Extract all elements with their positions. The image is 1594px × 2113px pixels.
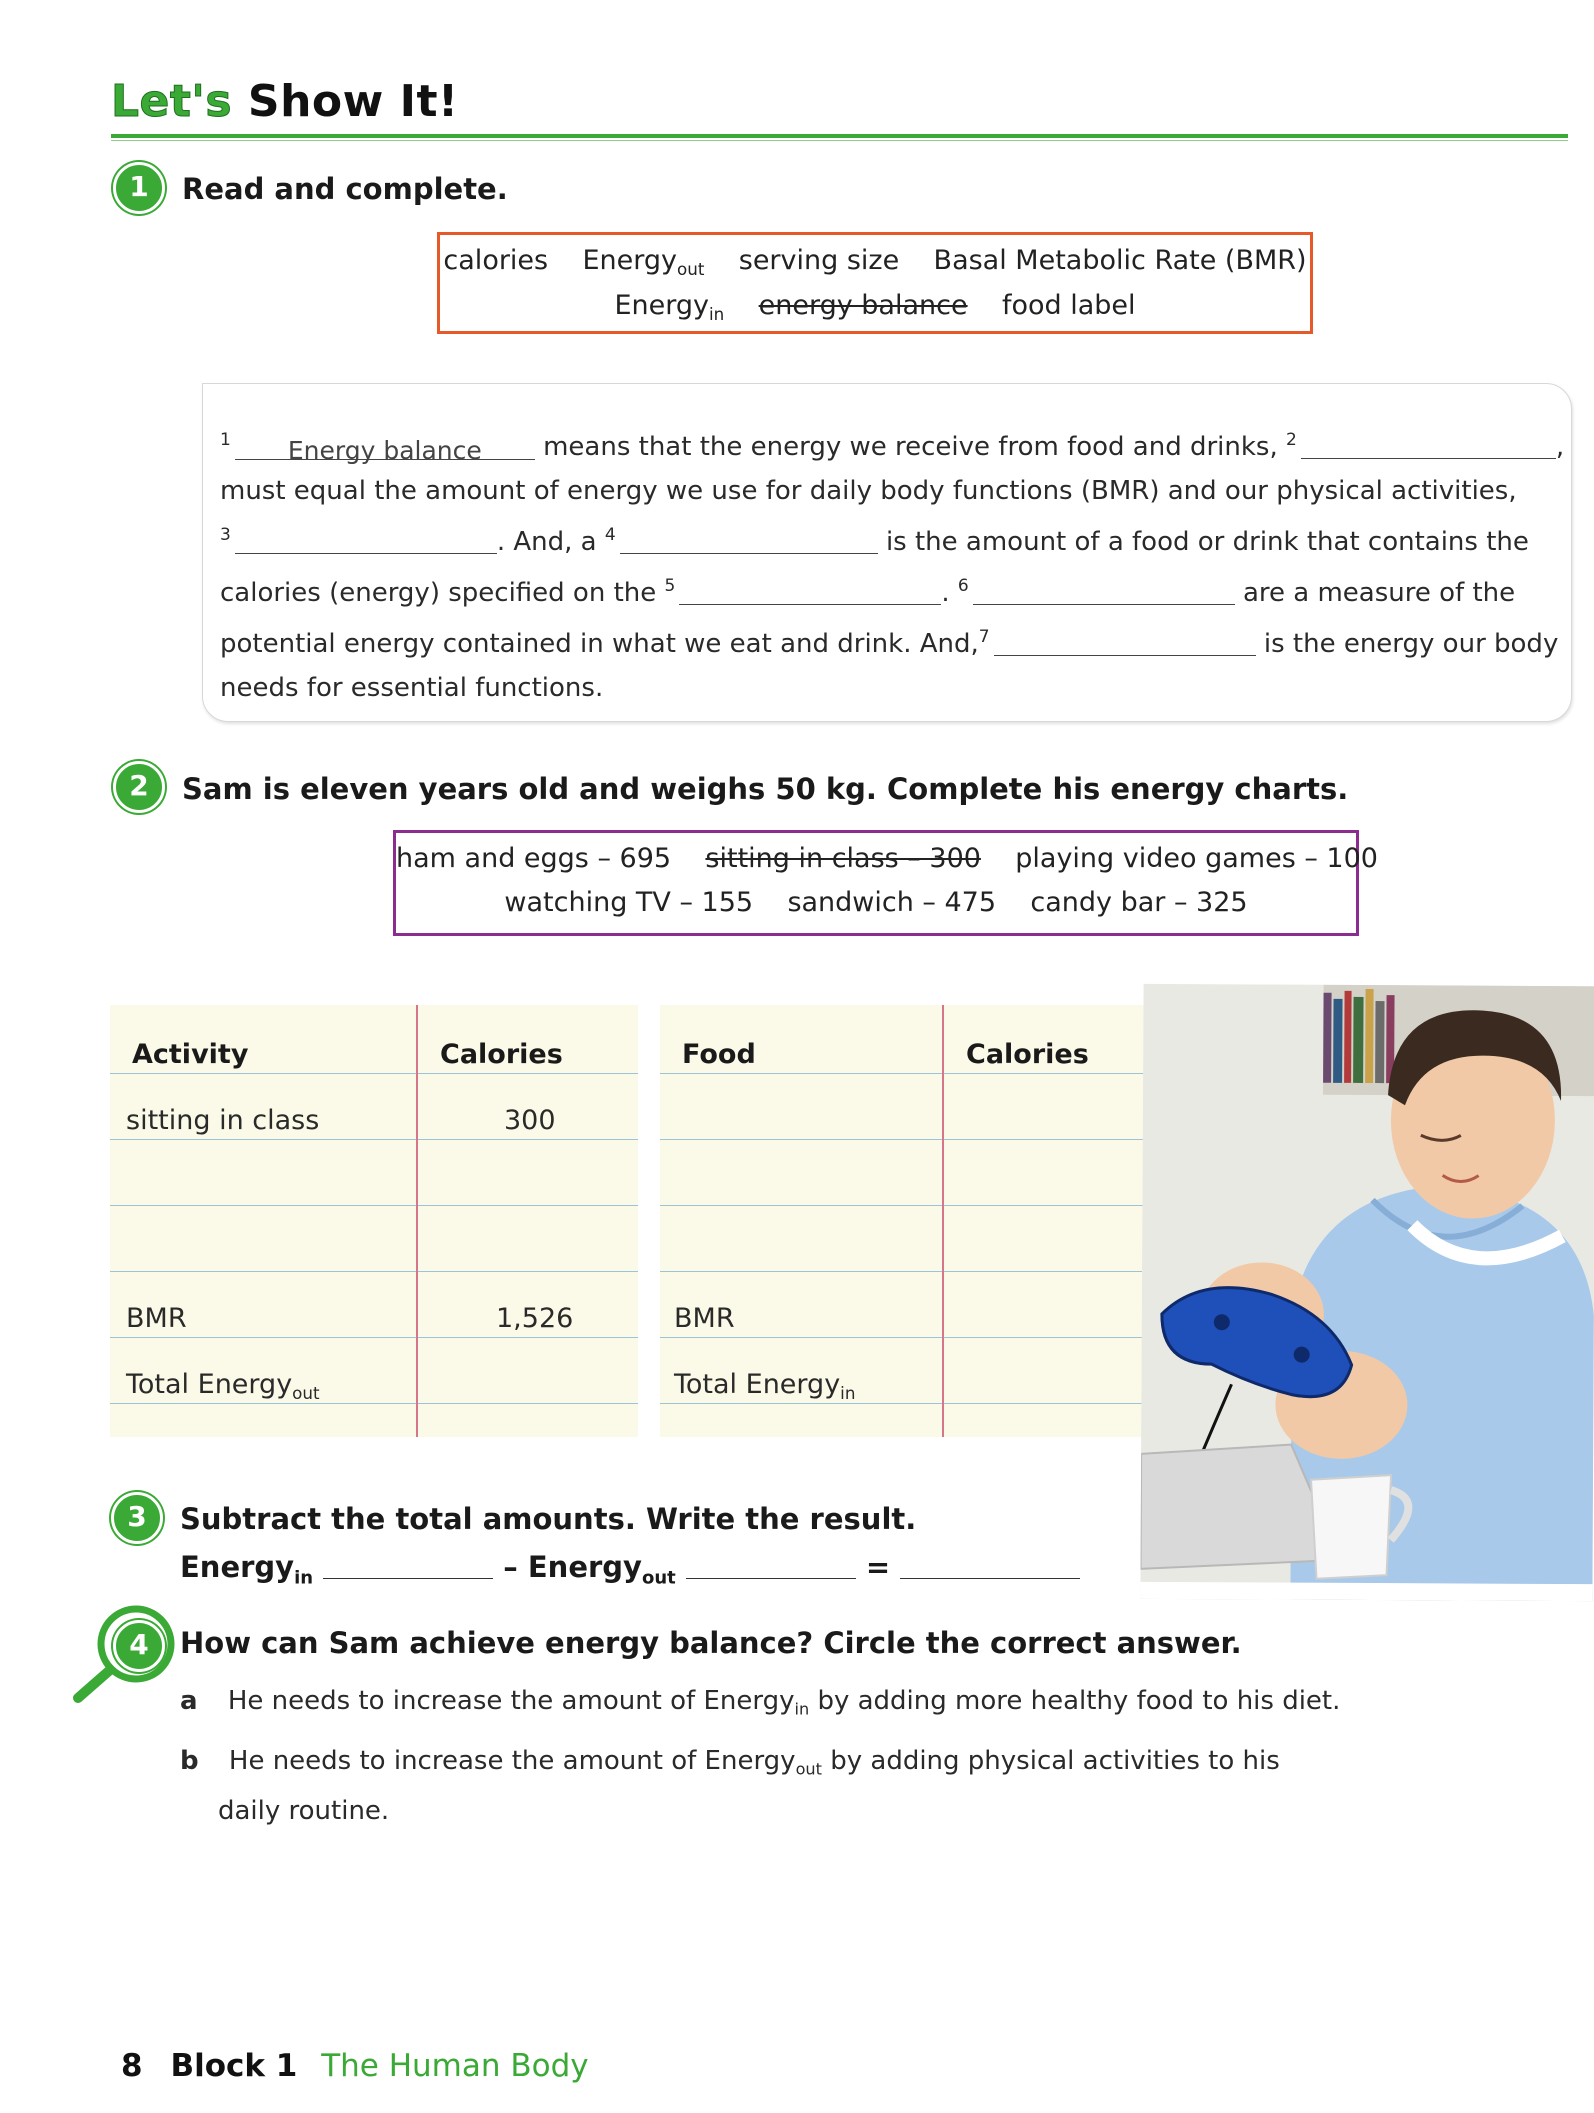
option-a-text-2: by adding more healthy food to his diet.: [817, 1686, 1341, 1716]
blank-1[interactable]: [235, 429, 535, 465]
blank-5[interactable]: [679, 574, 941, 605]
blank-number-5: 5: [664, 576, 676, 596]
word-energy-balance: energy balance: [758, 290, 968, 321]
option-a-text-1: He needs to increase the amount of Energy: [227, 1686, 795, 1716]
word-sitting-in-class: sitting in class – 300: [705, 843, 981, 874]
word-energy-in: Energy$_{in}$: [614, 290, 725, 324]
option-b-letter: b: [180, 1746, 199, 1776]
boy-gaming-illustration: [1140, 984, 1594, 1601]
word-serving-size: serving size: [738, 245, 900, 276]
option-a-sub: in: [794, 1699, 810, 1719]
option-b-text-3: daily routine.: [218, 1796, 390, 1826]
section-4-number: 4: [113, 1620, 165, 1672]
block-topic: The Human Body: [321, 2048, 589, 2084]
blank-7[interactable]: [994, 625, 1256, 656]
energy-equation: [180, 1550, 1080, 1588]
word-bank-2: [393, 830, 1378, 936]
title-rule: [111, 134, 1568, 138]
section-3-number: 3: [111, 1492, 163, 1544]
passage-text-2: must equal the amount of energy we use for daily body functions (BMR) and our physical activities,: [220, 476, 1517, 506]
word-video-games: playing video games – 100: [1015, 843, 1378, 874]
result-blank[interactable]: [900, 1550, 1080, 1579]
section-3-heading: Subtract the total amounts. Write the result.: [180, 1502, 917, 1536]
passage-text-6: are a measure of the: [1242, 578, 1516, 608]
equation-equals: =: [865, 1550, 891, 1584]
option-b-text-1: He needs to increase the amount of Energy: [228, 1746, 796, 1776]
activity-row-1-name: sitting in class: [126, 1105, 320, 1136]
equation-minus: –: [503, 1550, 518, 1584]
title-rule-thin: [111, 140, 1568, 141]
blank-number-2: 2: [1286, 430, 1297, 450]
passage-text-9: needs for essential functions.: [220, 673, 604, 703]
activity-total-label: Total Energy$_{out}$: [126, 1369, 320, 1403]
passage-text-8: is the energy our body: [1263, 629, 1559, 659]
option-a[interactable]: [180, 1686, 1340, 1719]
page-footer: [121, 2048, 589, 2084]
block-label: Block 1: [170, 2048, 298, 2084]
word-ham-and-eggs: ham and eggs – 695: [396, 843, 672, 874]
section-1-heading: Read and complete.: [182, 172, 508, 206]
activity-col-header: Activity: [132, 1039, 249, 1070]
blank-6[interactable]: [973, 574, 1235, 605]
word-food-label: food label: [1001, 290, 1136, 321]
word-bmr: Basal Metabolic Rate (BMR): [933, 245, 1307, 276]
blank-2[interactable]: [1301, 428, 1556, 459]
section-2-number: 2: [113, 761, 165, 813]
activity-bmr-label: BMR: [126, 1303, 187, 1334]
option-a-letter: a: [180, 1686, 198, 1716]
blank-4[interactable]: [620, 523, 878, 554]
blank-3[interactable]: [235, 523, 497, 554]
blank-number-7: 7: [978, 627, 990, 647]
word-candy-bar: candy bar – 325: [1030, 887, 1248, 918]
passage-comma: ,: [1555, 432, 1565, 462]
passage-text-1: means that the energy we receive from food and drinks,: [543, 432, 1278, 462]
option-b[interactable]: [180, 1746, 1280, 1779]
word-watching-tv: watching TV – 155: [504, 887, 754, 918]
equation-energy-in: Energy$_{in}$: [180, 1550, 314, 1589]
passage: [220, 418, 1565, 710]
section-1-number: 1: [113, 162, 165, 214]
passage-text-7: potential energy contained in what we eat and drink. And,: [220, 629, 979, 659]
page-title: [111, 76, 459, 127]
energy-out-blank[interactable]: [686, 1550, 856, 1579]
passage-dot: .: [941, 578, 950, 608]
activity-row-1-value: 300: [504, 1105, 556, 1136]
equation-energy-out: Energy$_{out}$: [527, 1550, 676, 1589]
bookshelf-icon: [1323, 989, 1394, 1083]
passage-text-3: . And, a: [496, 527, 597, 557]
blank-number-6: 6: [957, 576, 969, 596]
activity-calories-header: Calories: [440, 1039, 563, 1070]
word-calories: calories: [443, 245, 549, 276]
energy-in-blank[interactable]: [323, 1550, 493, 1579]
activity-bmr-value: 1,526: [496, 1303, 574, 1334]
blank-number-4: 4: [604, 525, 616, 545]
activity-table: [110, 1005, 638, 1437]
food-col-header: Food: [682, 1039, 756, 1070]
food-calories-header: Calories: [966, 1039, 1089, 1070]
word-energy-out: Energy$_{out}$: [582, 245, 705, 279]
word-sandwich: sandwich – 475: [787, 887, 997, 918]
option-b-sub: out: [795, 1759, 822, 1779]
food-bmr-label: BMR: [674, 1303, 735, 1334]
food-total-label: Total Energy$_{in}$: [674, 1369, 856, 1403]
passage-text-4: is the amount of a food or drink that contains the: [885, 527, 1529, 557]
blank-number-3: 3: [220, 525, 231, 545]
option-b-text-2: by adding physical activities to his: [830, 1746, 1280, 1776]
section-2-heading: Sam is eleven years old and weighs 50 kg. Complete his energy charts.: [182, 772, 1349, 806]
title-lets: Let's: [111, 76, 233, 127]
blank-number-1: 1: [220, 430, 231, 450]
section-4-heading: How can Sam achieve energy balance? Circle the correct answer.: [180, 1626, 1242, 1660]
food-table: [660, 1005, 1156, 1437]
title-show-it: Show It!: [247, 76, 459, 127]
page-number: 8: [121, 2048, 143, 2084]
answer-1: Energy balance: [287, 436, 482, 465]
photo-boy-gaming: [1140, 984, 1594, 1601]
passage-text-5: calories (energy) specified on the: [220, 578, 657, 608]
word-bank-1: [437, 232, 1313, 334]
